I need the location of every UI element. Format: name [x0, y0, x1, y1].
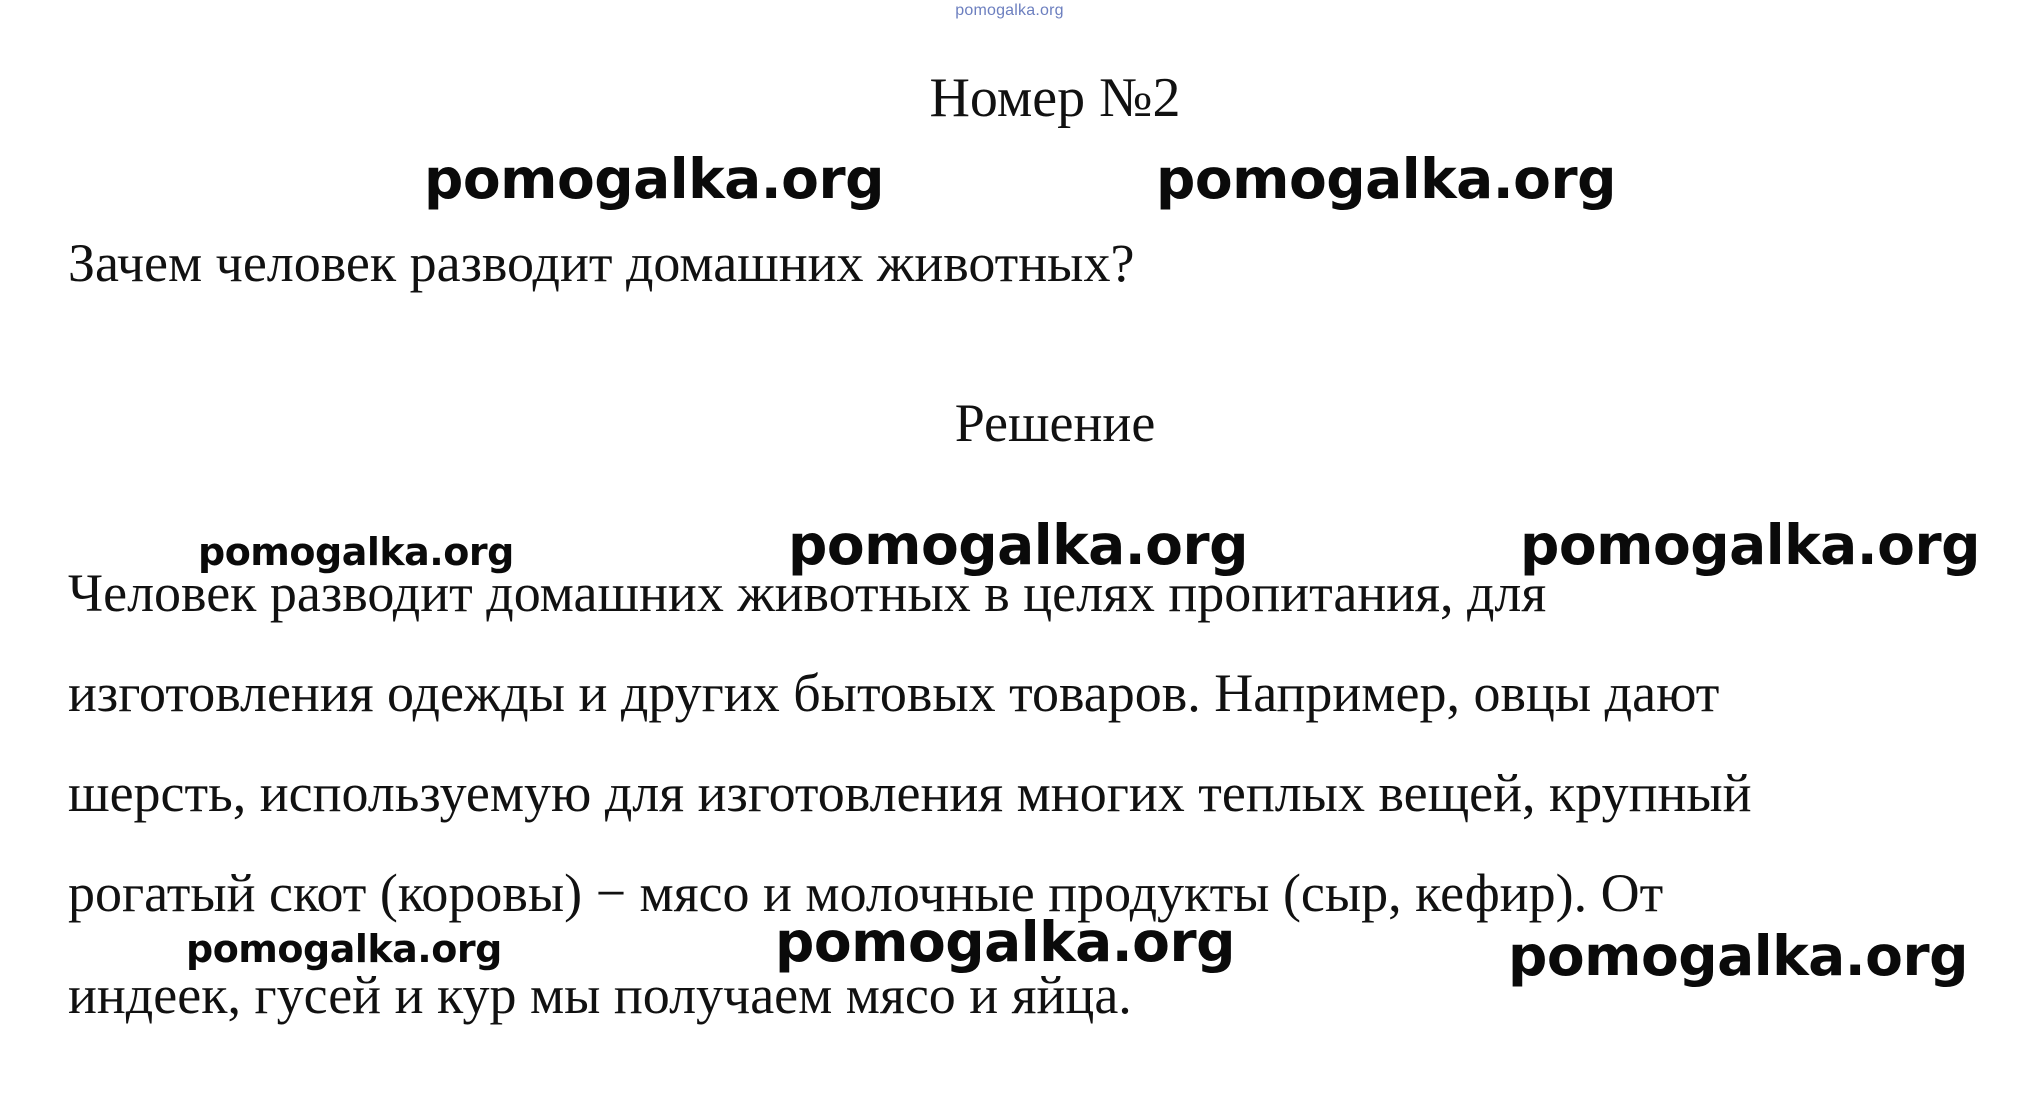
watermark: pomogalka.org [424, 147, 884, 211]
watermark: pomogalka.org [198, 530, 514, 574]
answer-line: рогатый скот (коровы) − мясо и молочные продукты (сыр, кефир). От [68, 863, 1664, 923]
answer-line: Человек разводит домашних животных в целях пропитания, для [68, 563, 1547, 623]
question-text: Зачем человек разводит домашних животных? [68, 233, 1135, 293]
answer-line: индеек, гусей и кур мы получаем мясо и яйца. [68, 965, 1132, 1025]
page-title: Номер №2 [929, 67, 1181, 129]
watermark: pomogalka.org [775, 910, 1235, 974]
watermark: pomogalka.org [1156, 147, 1616, 211]
answer-line: шерсть, используемую для изготовления многих теплых вещей, крупный [68, 763, 1752, 823]
watermark: pomogalka.org [1520, 513, 1980, 577]
answer-line: изготовления одежды и других бытовых товаров. Например, овцы дают [68, 663, 1720, 723]
watermark: pomogalka.org [788, 513, 1248, 577]
site-link[interactable]: pomogalka.org [955, 2, 1064, 19]
watermark: pomogalka.org [186, 927, 502, 971]
watermark: pomogalka.org [1508, 924, 1968, 988]
solution-heading: Решение [954, 393, 1156, 453]
